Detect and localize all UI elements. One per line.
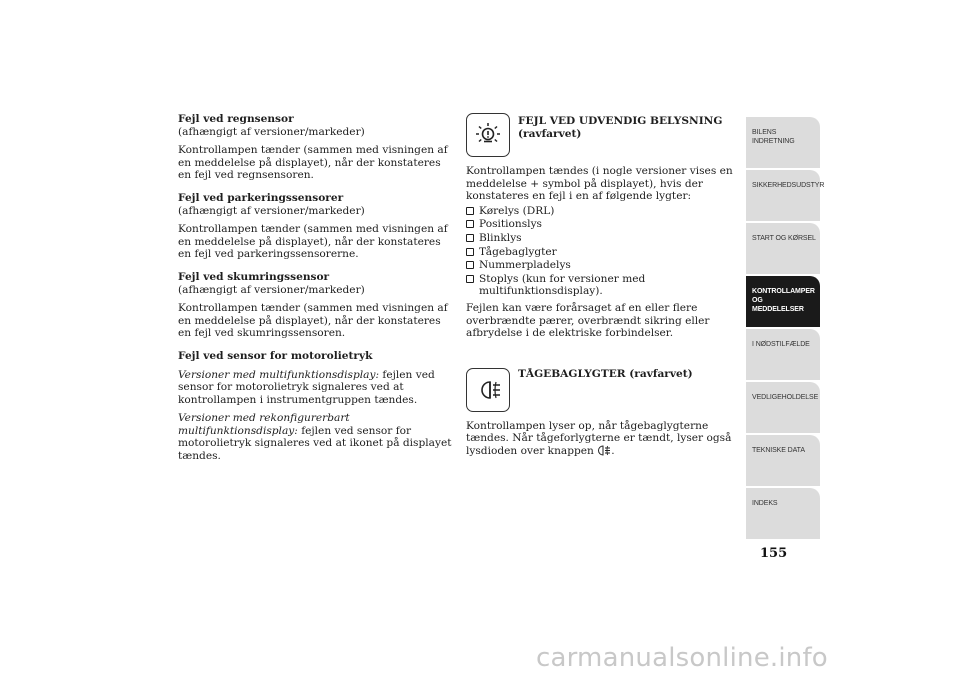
parking-sensor-title: Fejl ved parkeringssensorer: [178, 191, 344, 204]
tab-start-og-korsel[interactable]: START OG KØRSEL: [746, 223, 820, 274]
dusk-sensor-title: Fejl ved skumringssensor: [178, 270, 330, 283]
rain-sensor-section: [178, 113, 452, 182]
exterior-light-body: Kontrollampen tændes (i nogle versioner vises en meddelelse + symbol på displayet), hvis der konstateres en fejl i en af følgende lygter:: [466, 165, 733, 203]
oil-pressure-para-1: [178, 369, 452, 407]
exterior-light-title: FEJL VED UDVENDIG BELYSNING (ravfarvet): [518, 115, 723, 140]
rain-sensor-body: Kontrollampen tænder (sammen med visningen af en meddelelse på displayet), når der konstateres en fejl ved regnsensoren.: [178, 144, 448, 182]
tab-kontrollamper[interactable]: KONTROLLAMPER OG MEDDELELSER: [746, 276, 820, 327]
left-column: [178, 113, 452, 473]
rain-sensor-sub: (afhængigt af versioner/markeder): [178, 125, 365, 138]
tab-i-nodstilfaelde[interactable]: I NØDSTILFÆLDE: [746, 329, 820, 380]
oil-pressure-para-2: [178, 412, 452, 462]
oil-pressure-text-2: fejlen ved sensor for motorolietryk signaleres ved at ikonet på displayet tændes.: [178, 424, 452, 463]
parking-sensor-sub: (afhængigt af versioner/markeder): [178, 204, 365, 217]
checkbox-bullet-icon: [466, 275, 474, 283]
rear-fog-title: TÅGEBAGLYGTER (ravfarvet): [518, 367, 693, 380]
dusk-sensor-sub: (afhængigt af versioner/markeder): [178, 283, 365, 296]
checkbox-bullet-icon: [466, 248, 474, 256]
checkbox-bullet-icon: [466, 207, 474, 215]
rain-sensor-title: Fejl ved regnsensor: [178, 113, 294, 125]
list-item: Nummerpladelys: [466, 259, 742, 272]
parking-sensor-section: [178, 192, 452, 261]
dusk-sensor-section: [178, 271, 452, 340]
checkbox-bullet-icon: [466, 220, 474, 228]
checkbox-bullet-icon: [466, 234, 474, 242]
exterior-light-header: [466, 113, 742, 157]
list-item: Positionslys: [466, 218, 742, 231]
dusk-sensor-body: Kontrollampen tænder (sammen med visningen af en meddelelse på displayet), når der konstateres en fejl ved skumringssensoren.: [178, 302, 448, 340]
tab-bilens-indretning[interactable]: BILENS INDRETNING: [746, 117, 820, 168]
page-number: 155: [760, 546, 788, 561]
oil-pressure-version-2: Versioner med rekonfigurerbart multifunktionsdisplay:: [178, 412, 350, 437]
lamp-list: [466, 205, 742, 298]
list-item: Tågebaglygter: [466, 246, 742, 259]
rear-fog-header: [466, 368, 742, 412]
rear-fog-light-icon: [466, 368, 510, 412]
parking-sensor-body: Kontrollampen tænder (sammen med visningen af en meddelelse på displayet), når der konstateres en fejl ved parkeringssensorerne.: [178, 223, 448, 261]
exterior-light-cause: Fejlen kan være forårsaget af en eller flere overbrændte pærer, overbrændt sikring eller afbrydelse i de elektriske forbindelser.: [466, 301, 710, 340]
tab-tekniske-data[interactable]: TEKNISKE DATA: [746, 435, 820, 486]
right-column: [466, 113, 742, 466]
oil-pressure-version-1: Versioner med multifunktionsdisplay:: [178, 368, 380, 381]
rear-fog-inline-icon: [597, 445, 611, 460]
list-item: Stoplys (kun for versioner med multifunktionsdisplay).: [466, 273, 742, 298]
tab-indeks[interactable]: INDEKS: [746, 488, 820, 539]
oil-pressure-title: Fejl ved sensor for motorolietryk: [178, 349, 373, 362]
rear-fog-body: Kontrollampen lyser op, når tågebaglygterne tændes. Når tågeforlygterne er tændt, lyser også lysdioden over knappen .: [466, 420, 742, 460]
bulb-fault-icon: [466, 113, 510, 157]
chapter-tabs: [746, 117, 825, 541]
checkbox-bullet-icon: [466, 261, 474, 269]
tab-sikkerhedsudstyr[interactable]: SIKKERHEDSUDSTYR: [746, 170, 820, 221]
list-item: Blinklys: [466, 232, 742, 245]
oil-pressure-section: [178, 350, 452, 463]
watermark: carmanualsonline.info: [536, 643, 828, 673]
oil-pressure-text-1: fejlen ved sensor for motorolietryk signaleres ved at kontrollampen i instrumentgruppen tændes.: [178, 368, 435, 406]
list-item: Kørelys (DRL): [466, 205, 742, 218]
tab-vedligeholdelse[interactable]: VEDLIGEHOLDELSE: [746, 382, 820, 433]
